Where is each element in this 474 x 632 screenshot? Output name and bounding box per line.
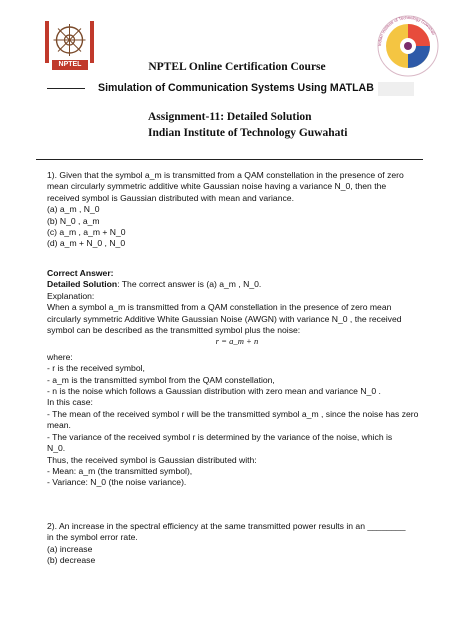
question-2-line: in the symbol error rate. [47,532,138,543]
section-divider [36,159,423,160]
explanation-line: When a symbol a_m is transmitted from a QAM constellation in the presence of zero mean [47,302,392,313]
where-line: - a_m is the transmitted symbol from the QAM constellation, [47,374,275,385]
equation: r = a_m + n [215,336,259,347]
where-line: - The variance of the received symbol r is determined by the variance of the noise, which is [47,431,393,442]
where-line: - Mean: a_m (the transmitted symbol), [47,465,193,476]
detailed-solution-label: Detailed Solution [47,279,118,290]
where-line: - n is the noise which follows a Gaussian distribution with zero mean and variance N_0 . [47,386,381,397]
explanation-line: symbol can be described as the transmitted symbol plus the noise: [47,325,301,336]
option-b: (b) decrease [47,555,96,566]
answer-section [47,268,427,489]
option-c: (c) a_m , a_m + N_0 [47,227,126,238]
detailed-solution-text: : The correct answer is (a) a_m , N_0. [117,279,262,290]
question-1 [47,170,427,250]
where-line: N_0. [47,443,66,454]
question-1-line: received symbol is Gaussian distributed with mean and variance. [47,192,294,203]
question-2-line: 2). An increase in the spectral efficiency at the same transmitted power results in an ________ [47,521,406,531]
header-bar-right [378,82,414,96]
option-a: (a) increase [47,543,93,554]
nptel-logo-text: NPTEL [58,61,82,68]
where-line: In this case: [47,397,93,408]
option-b: (b) N_0 , a_m [47,215,100,226]
where-line: - The mean of the received symbol r will be the transmitted symbol a_m , since the noise has zero [47,408,419,419]
correct-answer-label: Correct Answer: [47,268,114,278]
where-line: - r is the received symbol, [47,363,145,374]
question-1-line: mean circularly symmetric additive white Gaussian noise having a variance N_0, then the [47,181,387,192]
assignment-title: Assignment-11: Detailed Solution [148,111,312,123]
course-title: NPTEL Online Certification Course [148,61,326,73]
option-a: (a) a_m , N_0 [47,204,100,215]
option-d: (d) a_m + N_0 , N_0 [47,238,126,249]
where-line: mean. [47,420,71,431]
where-line: where: [47,351,73,362]
course-subject: Simulation of Communication Systems Using MATLAB [98,82,374,94]
where-line: Thus, the received symbol is Gaussian distributed with: [47,454,257,465]
question-2 [47,521,427,567]
explanation-line: circularly symmetric Additive White Gaussian Noise (AWGN) with variance N_0 , the received [47,313,402,324]
question-1-line: 1). Given that the symbol a_m is transmitted from a QAM constellation in the presence of zero [47,170,404,180]
where-line: - Variance: N_0 (the noise variance). [47,477,187,488]
explanation-label: Explanation: [47,290,95,301]
institute-title: Indian Institute of Technology Guwahati [148,127,348,139]
header-rule-left [47,88,85,89]
detailed-solution-line [47,279,427,290]
svg-text:Indian Institute of Technology: Indian Institute of Technology Guwahati [376,14,437,47]
